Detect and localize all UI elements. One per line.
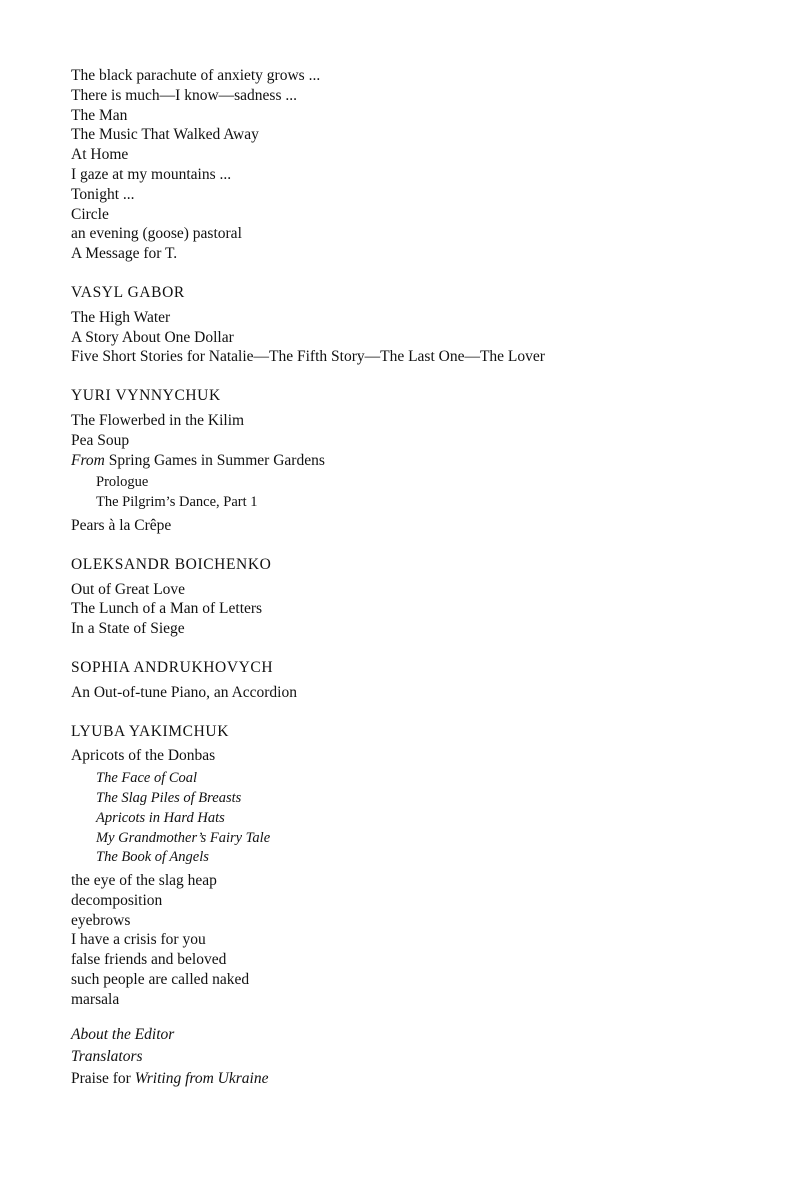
toc-entry: At Home	[71, 146, 129, 164]
author-section-boichenko	[71, 555, 771, 639]
from-prefix: From	[71, 451, 105, 469]
author-heading: OLEKSANDR BOICHENKO	[71, 555, 272, 573]
toc-subentry: My Grandmother’s Fairy Tale	[96, 829, 271, 846]
toc-entry: There is much—I know—sadness ...	[71, 86, 297, 104]
toc-entry: The Lunch of a Man of Letters	[71, 600, 263, 618]
excerpt-title: Spring Games in Summer Gardens	[108, 451, 325, 469]
toc-entry: Pea Soup	[71, 431, 130, 449]
toc-entry: I have a crisis for you	[71, 931, 206, 949]
toc-subentry: Apricots in Hard Hats	[96, 809, 225, 826]
author-heading: VASYL GABOR	[71, 283, 185, 301]
toc-entry: Tonight ...	[71, 185, 135, 203]
back-matter	[71, 1024, 771, 1090]
praise-entry	[71, 1068, 771, 1090]
toc-content	[71, 66, 771, 1090]
toc-subentry: Prologue	[96, 474, 149, 491]
praise-prefix: Praise for	[71, 1069, 131, 1087]
toc-entry: an evening (goose) pastoral	[71, 225, 242, 243]
toc-list-continued	[71, 66, 771, 264]
toc-subentry: The Face of Coal	[96, 770, 198, 787]
translators-entry: Translators	[71, 1047, 143, 1065]
toc-entry: decomposition	[71, 891, 163, 909]
toc-subentry: The Book of Angels	[96, 849, 209, 866]
toc-entry: The Man	[71, 106, 128, 124]
toc-entry: The Flowerbed in the Kilim	[71, 411, 245, 429]
toc-entry: the eye of the slag heap	[71, 872, 217, 890]
toc-entry: false friends and beloved	[71, 951, 227, 969]
toc-entry: A Message for T.	[71, 245, 178, 263]
praise-title: Writing from Ukraine	[134, 1069, 269, 1087]
toc-entry: A Story About One Dollar	[71, 328, 234, 346]
toc-entry: Out of Great Love	[71, 580, 186, 598]
toc-entry: Apricots of the Donbas	[71, 747, 216, 765]
toc-entry: I gaze at my mountains ...	[71, 165, 232, 183]
author-heading: LYUBA YAKIMCHUK	[71, 722, 230, 740]
author-section-vynnychuk	[71, 386, 771, 536]
toc-entry: marsala	[71, 990, 120, 1008]
toc-entry: such people are called naked	[71, 971, 250, 989]
toc-entry: The High Water	[71, 308, 171, 326]
about-editor-entry: About the Editor	[71, 1025, 175, 1043]
toc-entry: Pears à la Crêpe	[71, 516, 172, 534]
toc-entry: In a State of Siege	[71, 620, 185, 638]
author-heading: YURI VYNNYCHUK	[71, 387, 221, 405]
toc-entry: Circle	[71, 205, 109, 223]
author-section-yakimchuk	[71, 722, 771, 1010]
toc-entry: An Out-of-tune Piano, an Accordion	[71, 683, 297, 701]
toc-entry-excerpt	[71, 451, 771, 471]
toc-entry: The black parachute of anxiety grows ...	[71, 67, 321, 84]
toc-subentry: The Pilgrim’s Dance, Part 1	[96, 494, 258, 511]
toc-entry: The Music That Walked Away	[71, 126, 259, 144]
author-section-andrukhovych	[71, 658, 771, 703]
toc-subentry: The Slag Piles of Breasts	[96, 789, 242, 806]
author-section-gabor	[71, 283, 771, 367]
toc-entry: eyebrows	[71, 911, 131, 929]
toc-entry: Five Short Stories for Natalie—The Fifth Story—The Last One—The Lover	[71, 348, 545, 366]
author-heading: SOPHIA ANDRUKHOVYCH	[71, 658, 274, 676]
